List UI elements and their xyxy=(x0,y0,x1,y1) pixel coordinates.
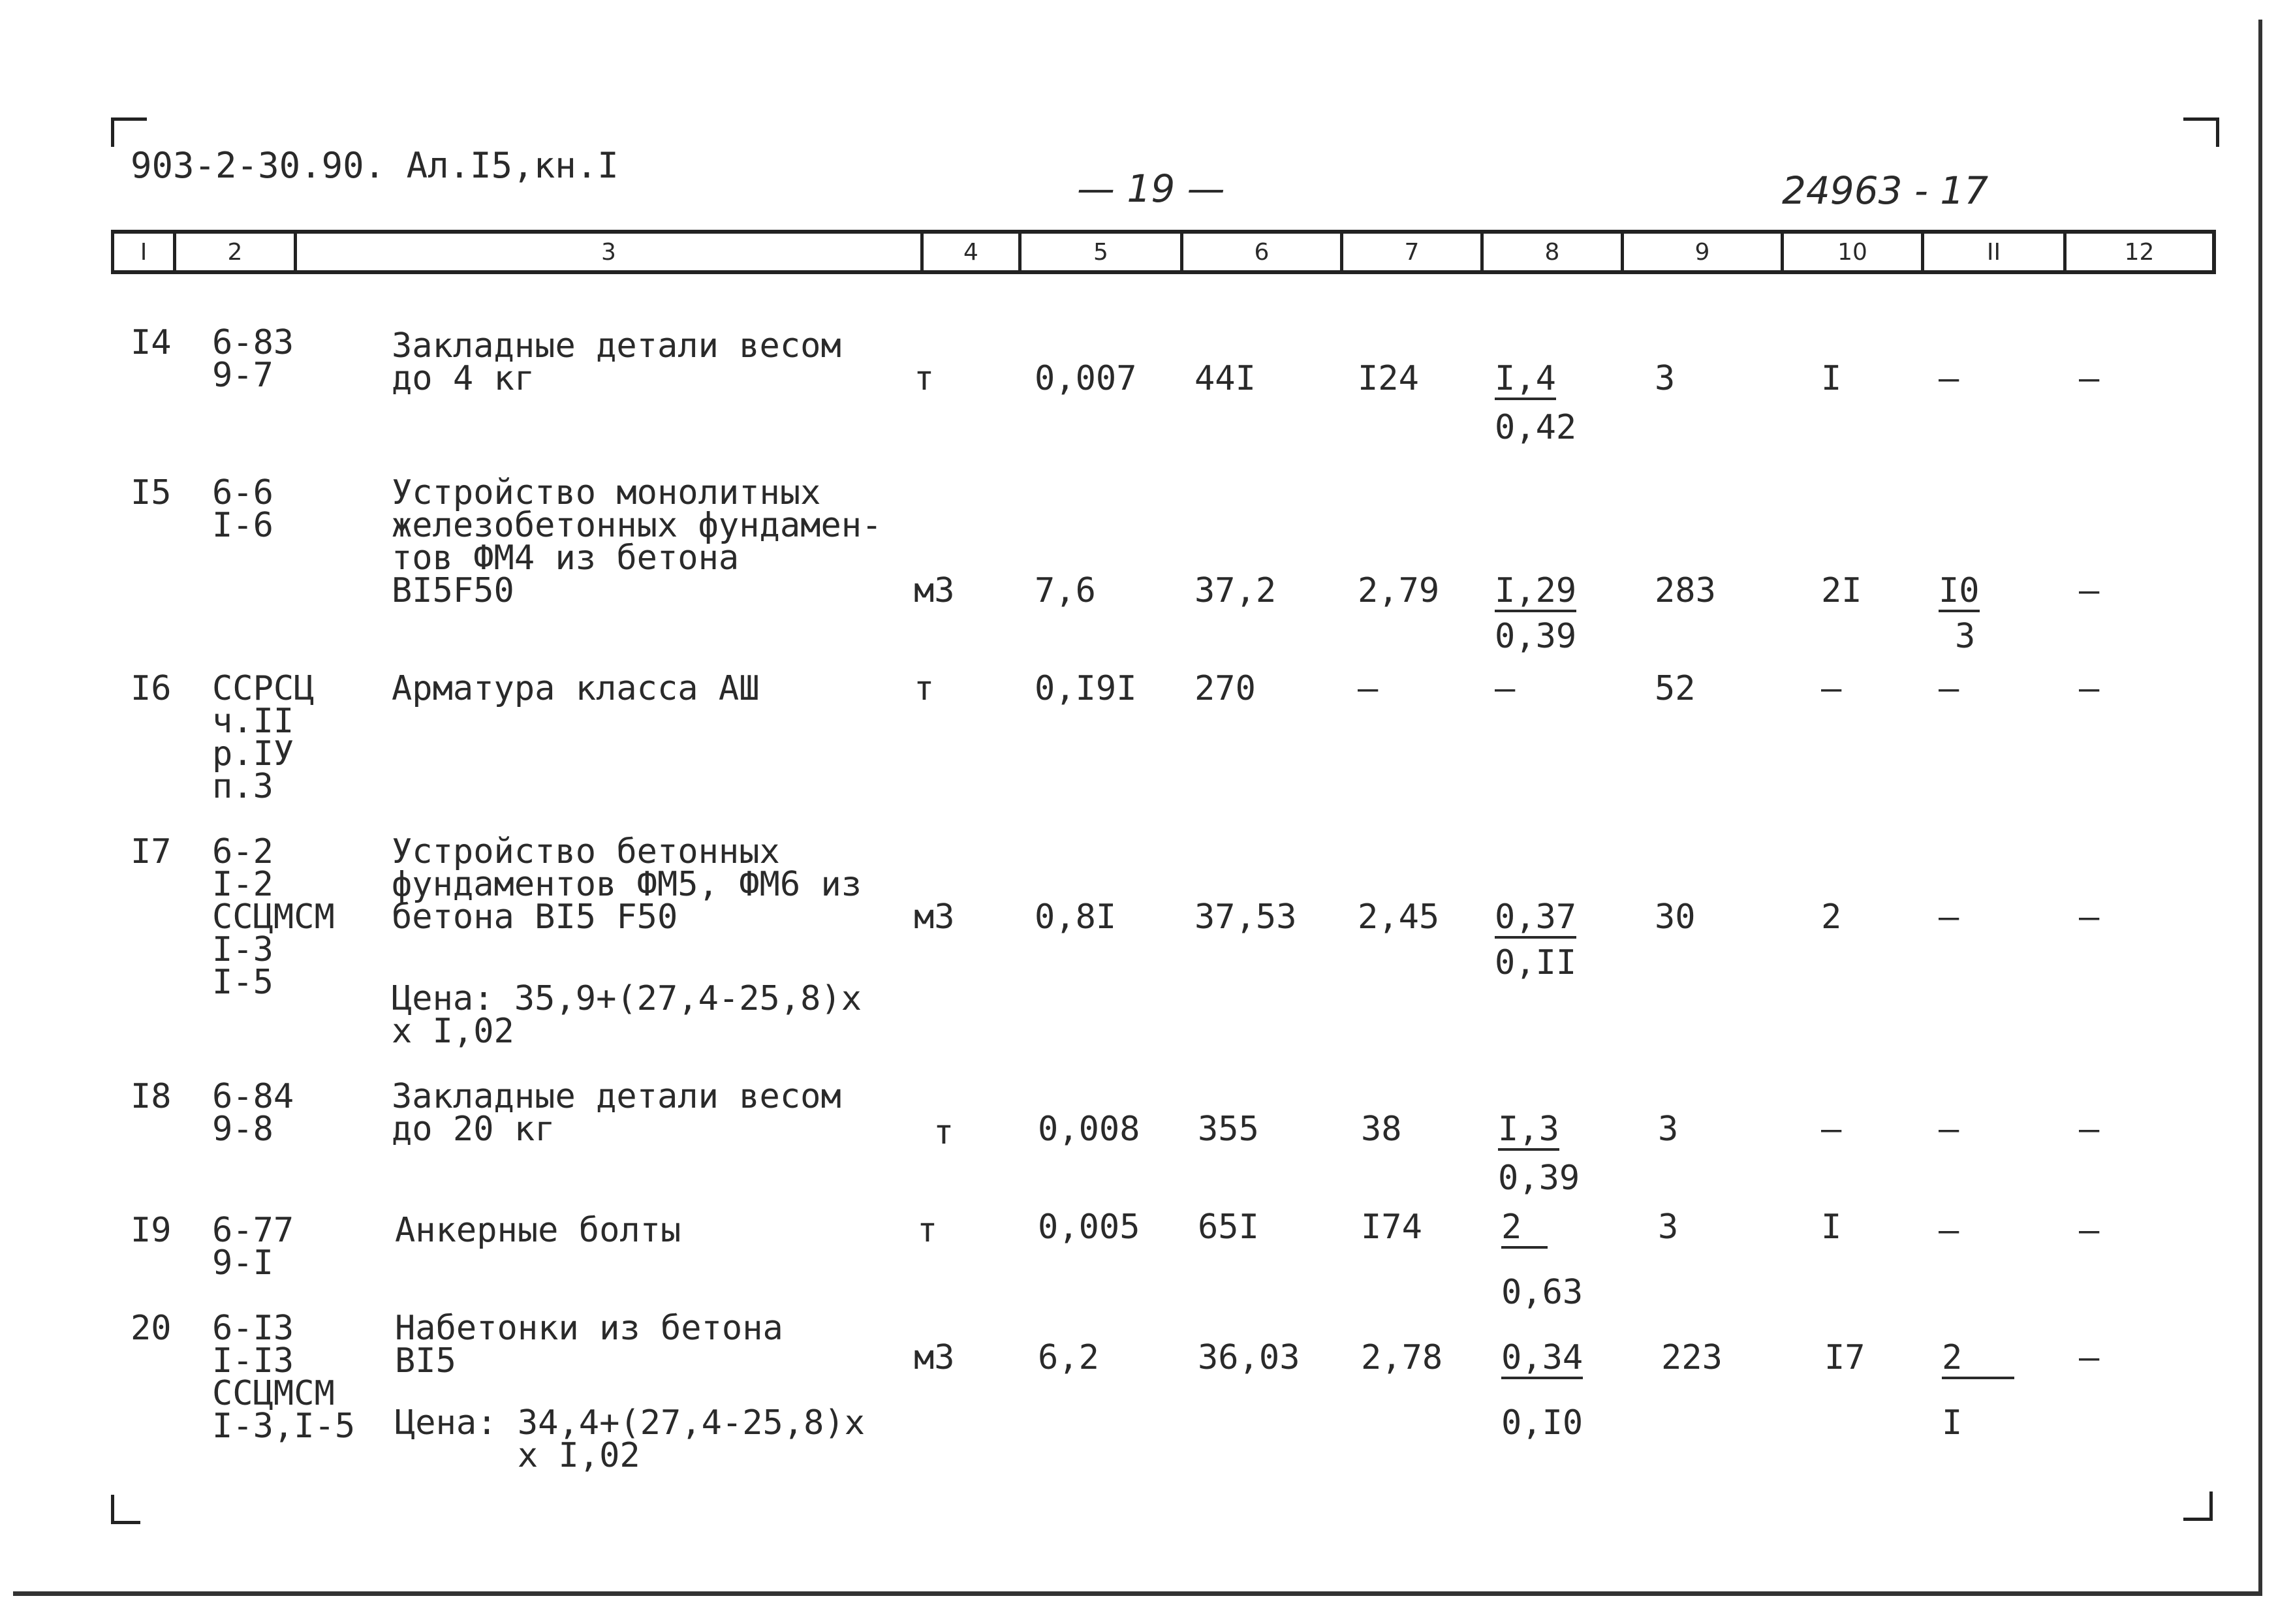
row-col11-bottom: I xyxy=(1942,1403,1963,1443)
row-col8-top: 0,34 xyxy=(1501,1341,1583,1379)
row-col7: – xyxy=(1358,669,1379,708)
row-number: I4 xyxy=(131,323,172,362)
row-col6: 44I xyxy=(1194,359,1256,398)
row-col8-bottom: 0,39 xyxy=(1498,1159,1580,1198)
row-unit: т xyxy=(917,1211,938,1250)
row-col10: 2I xyxy=(1821,571,1862,610)
row-code: 6-77 9-I xyxy=(212,1211,294,1283)
row-number: 20 xyxy=(131,1309,172,1348)
row-col11: – xyxy=(1939,359,1959,398)
column-header-4: 4 xyxy=(920,230,1018,274)
row-col10: I7 xyxy=(1824,1338,1865,1377)
row-name: Набетонки из бетона BI5 xyxy=(395,1309,783,1381)
column-header-6: 6 xyxy=(1180,230,1340,274)
row-number: I8 xyxy=(131,1077,172,1116)
row-quantity: 0,8I xyxy=(1035,898,1117,937)
row-col11: – xyxy=(1939,1211,1959,1250)
row-col12: – xyxy=(2079,571,2100,610)
row-col8-top: I,3 xyxy=(1498,1113,1559,1151)
row-unit: т xyxy=(933,1113,954,1152)
row-col9: 3 xyxy=(1658,1110,1679,1149)
row-col7: I74 xyxy=(1361,1208,1422,1247)
column-header-9: 9 xyxy=(1621,230,1781,274)
row-col8-bottom: 0,63 xyxy=(1501,1273,1583,1312)
row-col9: 30 xyxy=(1655,898,1696,937)
row-col11: – xyxy=(1939,669,1959,708)
column-header-1: I xyxy=(111,230,173,274)
row-col6: 37,2 xyxy=(1194,571,1277,610)
row-col9: 3 xyxy=(1658,1208,1679,1247)
row-col7: 38 xyxy=(1361,1110,1402,1149)
row-col8-bottom: 0,42 xyxy=(1495,408,1577,447)
corner-mark-bottom-right xyxy=(2183,1491,2213,1521)
row-col8-top: 0,37 xyxy=(1495,901,1576,939)
row-col6: 355 xyxy=(1198,1110,1259,1149)
row-quantity: 0,I9I xyxy=(1035,669,1137,708)
row-col9: 283 xyxy=(1655,571,1716,610)
column-header-11: II xyxy=(1921,230,2063,274)
row-col11-top: I0 xyxy=(1939,574,1980,612)
row-col12: – xyxy=(2079,1338,2100,1377)
row-col8-top: I,4 xyxy=(1495,362,1556,400)
page-number: — 19 — xyxy=(1077,166,1225,211)
row-col6: 37,53 xyxy=(1194,898,1297,937)
row-number: I5 xyxy=(131,473,172,512)
row-unit: т xyxy=(914,669,935,708)
row-col11-bottom: 3 xyxy=(1955,617,1976,656)
document-code: 903-2-30.90. Ал.I5,кн.I xyxy=(131,145,619,186)
row-col8: – xyxy=(1495,669,1516,708)
row-col7: 2,45 xyxy=(1358,898,1440,937)
row-col6: 36,03 xyxy=(1198,1338,1300,1377)
row-col12: – xyxy=(2079,669,2100,708)
row-col10: – xyxy=(1821,1110,1842,1149)
row-price-note: Цена: 35,9+(27,4-25,8)х х I,02 xyxy=(392,979,862,1051)
row-col9: 3 xyxy=(1655,359,1676,398)
right-border-line xyxy=(2258,20,2262,1596)
row-col8-top: 2 xyxy=(1501,1211,1548,1249)
row-col9: 223 xyxy=(1661,1338,1723,1377)
row-quantity: 0,008 xyxy=(1038,1110,1140,1149)
row-name: Устройство монолитных железобетонных фундамен- тов ФМ4 из бетона BI5F50 xyxy=(392,473,882,610)
row-col12: – xyxy=(2079,898,2100,937)
corner-mark-top-right xyxy=(2183,117,2219,147)
row-name: Устройство бетонных фундаментов ФМ5, ФМ6 из бетона BI5 F50 xyxy=(392,832,862,937)
column-header-12: 12 xyxy=(2063,230,2216,274)
row-col7: 2,78 xyxy=(1361,1338,1443,1377)
row-code: ССРСЦ ч.II р.IУ п.3 xyxy=(212,669,315,806)
corner-mark-bottom-left xyxy=(111,1495,140,1524)
column-header-5: 5 xyxy=(1018,230,1180,274)
row-col12: – xyxy=(2079,359,2100,398)
row-code: 6-I3 I-I3 ССЦМСМ I-3,I-5 xyxy=(212,1309,356,1446)
row-col10: 2 xyxy=(1821,898,1842,937)
row-col10: – xyxy=(1821,669,1842,708)
row-col8-top: I,29 xyxy=(1495,574,1576,612)
row-col7: 2,79 xyxy=(1358,571,1440,610)
row-number: I9 xyxy=(131,1211,172,1250)
row-col7: I24 xyxy=(1358,359,1419,398)
row-quantity: 7,6 xyxy=(1035,571,1096,610)
inventory-number: 24963 - 17 xyxy=(1782,168,1989,213)
row-col11-top: 2 xyxy=(1942,1341,2014,1379)
row-col12: – xyxy=(2079,1211,2100,1250)
bottom-border-line xyxy=(13,1591,2258,1596)
row-quantity: 6,2 xyxy=(1038,1338,1099,1377)
row-col9: 52 xyxy=(1655,669,1696,708)
row-col8-bottom: 0,39 xyxy=(1495,617,1577,656)
row-col8-bottom: 0,I0 xyxy=(1501,1403,1583,1443)
column-header-10: 10 xyxy=(1781,230,1921,274)
row-name: Закладные детали весом до 20 кг xyxy=(392,1077,841,1149)
row-price-note: Цена: 34,4+(27,4-25,8)х х I,02 xyxy=(395,1403,866,1475)
row-col8-bottom: 0,II xyxy=(1495,943,1577,982)
row-col11: – xyxy=(1939,898,1959,937)
row-code: 6-2 I-2 ССЦМСМ I-3 I-5 xyxy=(212,832,335,1002)
row-unit: т xyxy=(914,359,935,398)
row-code: 6-83 9-7 xyxy=(212,323,294,395)
column-header-2: 2 xyxy=(173,230,294,274)
column-header-3: 3 xyxy=(294,230,920,274)
row-number: I7 xyxy=(131,832,172,871)
row-number: I6 xyxy=(131,669,172,708)
row-code: 6-6 I-6 xyxy=(212,473,273,545)
row-name: Анкерные болты xyxy=(395,1211,681,1250)
row-unit: м3 xyxy=(914,1338,955,1377)
row-unit: м3 xyxy=(914,571,955,610)
row-unit: м3 xyxy=(914,898,955,937)
row-col6: 270 xyxy=(1194,669,1256,708)
row-col6: 65I xyxy=(1198,1208,1259,1247)
row-quantity: 0,007 xyxy=(1035,359,1137,398)
row-quantity: 0,005 xyxy=(1038,1208,1140,1247)
row-col11: – xyxy=(1939,1110,1959,1149)
row-name: Арматура класса АШ xyxy=(392,669,760,708)
column-header-7: 7 xyxy=(1340,230,1480,274)
row-col12: – xyxy=(2079,1110,2100,1149)
column-header-8: 8 xyxy=(1480,230,1621,274)
row-col10: I xyxy=(1821,359,1842,398)
row-code: 6-84 9-8 xyxy=(212,1077,294,1149)
row-col10: I xyxy=(1821,1208,1842,1247)
corner-mark-top-left xyxy=(111,117,147,147)
row-name: Закладные детали весом до 4 кг xyxy=(392,326,841,398)
